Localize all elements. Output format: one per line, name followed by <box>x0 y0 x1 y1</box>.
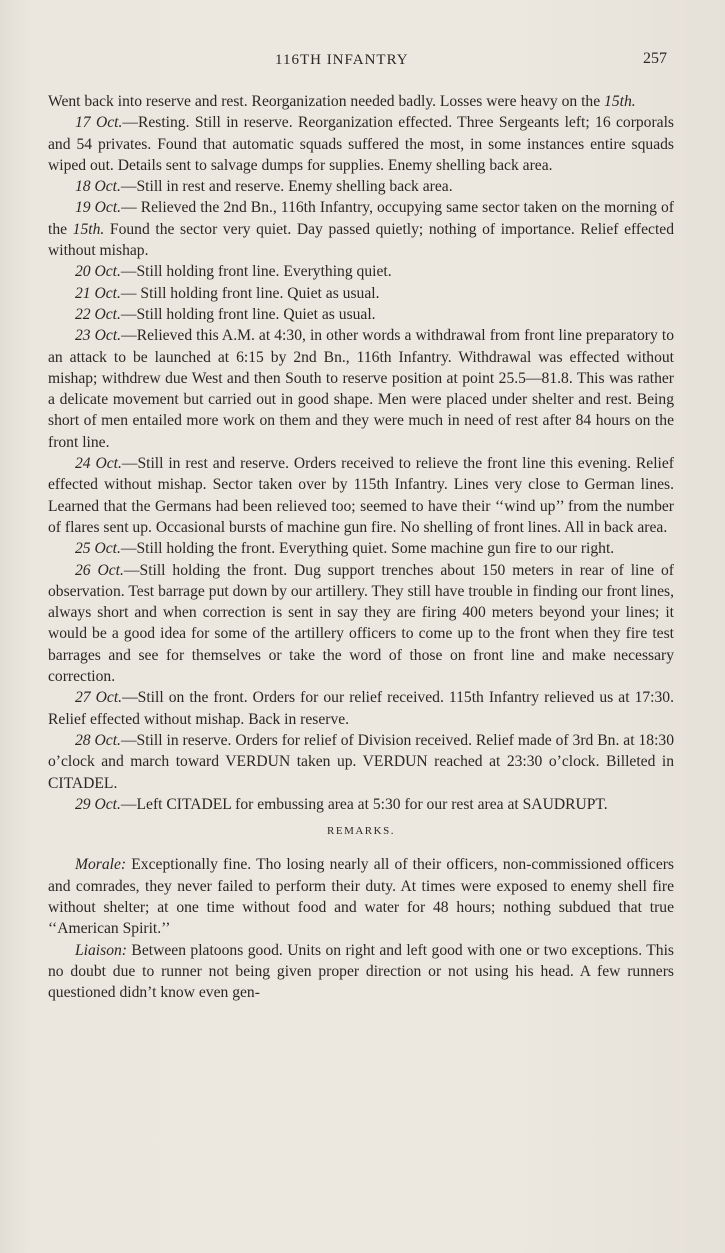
entry-date: 27 Oct. <box>75 689 123 707</box>
remark-label: Morale: <box>75 856 127 874</box>
remark-text: Between platoons good. Units on right and left good with one or two exceptions. This no doubt due to runner not being given proper direction or not using his head. A few runners questioned didn’t know even gen- <box>48 941 674 1002</box>
remarks-heading: REMARKS. <box>327 825 395 838</box>
entry-text: Went back into reserve and rest. Reorganization needed badly. Losses were heavy on the <box>48 93 605 110</box>
entry-text: —Still in rest and reserve. Orders received to relieve the front line this evening. Relief effected without mishap. Sector taken over by 115th Infantry. Lines very close to German lines. Learned that the Germans had been relieved too; seemed to have their ‘‘wind up’’ from the number of flares sent up. Occasional bursts of machine gun fire. No shelling of front lines. All in back area. <box>48 455 675 536</box>
remark-text: Exceptionally fine. Tho losing nearly all of their officers, non-commissioned officers and comrades, they never failed to perform their duty. At times were exposed to enemy shell fire without shelter; at one time without food and water for 48 hours; nothing subdued that true ‘‘American Spirit.’’ <box>48 856 674 938</box>
entry-text: Found the sector very quiet. Day passed quietly; nothing of importance. Relief effected without mishap. <box>48 220 674 260</box>
page-header <box>0 50 725 74</box>
entry-text: —Still holding the front. Dug support trenches about 150 meters in rear of line of observation. Test barrage put down by our artillery. They still have trouble in finding our front lines, always short and when correction is sent in say they are firing 400 meters beyond your lines; it would be a good idea for some of the artillery officers to come up to the front when they fire test barrages and see for themselves or take the word of those on front line and make necessary correction. <box>48 561 675 686</box>
entry-paragraph <box>48 304 674 325</box>
entry-paragraph <box>48 112 674 176</box>
entry-paragraph <box>48 283 674 304</box>
entry-text: —Relieved this A.M. at 4:30, in other words a withdrawal from front line preparatory to an attack to be launched at 6:15 by 2nd Bn., 116th Infantry. Withdrawal was effected without mishap; withdrew due West and then South to reserve position at point 25.5—81.8. This was rather a delicate movement but carried out in good shape. Men were placed under shelter and rest. Being short of men entailed more work on them and they were much in need of rest after 84 hours on the front line. <box>48 327 675 451</box>
entry-text: —Left CITADEL for embussing area at 5:30 for our rest area at SAUDRUPT. <box>120 795 608 813</box>
entry-date: 24 Oct. <box>75 455 122 473</box>
entry-paragraph <box>48 176 674 197</box>
entry-date: 25 Oct. <box>75 540 121 558</box>
entry-date: 21 Oct. <box>75 284 121 302</box>
entry-text: —Still on the front. Orders for our relief received. 115th Infantry relieved us at 17:30. Relief effected without mishap. Back in reserve. <box>48 689 675 728</box>
entry-paragraph <box>48 261 674 282</box>
entry-paragraph <box>48 453 674 538</box>
entry-text: —Resting. Still in reserve. Reorganization effected. Three Sergeants left; 16 corporals and 54 privates. Found that automatic squads suffered the most, in some instances entire squads wiped out. Details sent to salvage dumps for supplies. Enemy shelling back area. <box>48 114 674 174</box>
entry-paragraph <box>48 538 674 559</box>
entry-text: —Still holding front line. Everything quiet. <box>120 263 392 281</box>
entry-date: 19 Oct. <box>75 199 122 217</box>
remark-paragraph-morale <box>48 854 674 939</box>
entry-date: 20 Oct. <box>75 263 121 281</box>
entry-text: —Still holding the front. Everything quiet. Some machine gun fire to our right. <box>120 540 615 558</box>
entry-paragraph <box>48 560 674 688</box>
running-head: 116TH INFANTRY <box>275 52 409 68</box>
entry-text: —Still in reserve. Orders for relief of Division received. Relief made of 3rd Bn. at 18:30 o’clock and march toward VERDUN taken up. VERDUN reached at 23:30 o’clock. Billeted in CITADEL. <box>48 731 675 792</box>
remark-paragraph-liaison <box>48 940 674 1004</box>
entry-paragraph <box>48 730 674 794</box>
entry-text: — Relieved the 2nd Bn., 116th Infantry, occupying same sector taken on the morning of the <box>48 199 674 238</box>
entry-emphasis: 15th. <box>72 220 105 238</box>
entry-date: 29 Oct. <box>75 795 121 813</box>
page-number: 257 <box>643 50 667 67</box>
entry-text: —Still in rest and reserve. Enemy shelling back area. <box>120 178 453 196</box>
entry-text: —Still holding front line. Quiet as usual. <box>120 305 376 323</box>
entry-date: 22 Oct. <box>75 305 121 323</box>
entry-emphasis: 15th. <box>604 93 636 110</box>
remark-label: Liaison: <box>75 941 127 959</box>
entry-date: 26 Oct. <box>75 561 124 579</box>
entry-paragraph <box>48 794 674 815</box>
entry-paragraph <box>48 197 674 261</box>
entry-paragraph <box>48 687 674 730</box>
entry-date: 23 Oct. <box>75 327 122 345</box>
entry-paragraph <box>48 325 674 453</box>
entry-text: — Still holding front line. Quiet as usual. <box>120 284 380 302</box>
body-text <box>48 91 674 1003</box>
entry-date: 28 Oct. <box>75 731 121 749</box>
entry-date: 17 Oct. <box>75 114 123 132</box>
entry-date: 18 Oct. <box>75 178 121 196</box>
entry-paragraph <box>48 91 674 112</box>
